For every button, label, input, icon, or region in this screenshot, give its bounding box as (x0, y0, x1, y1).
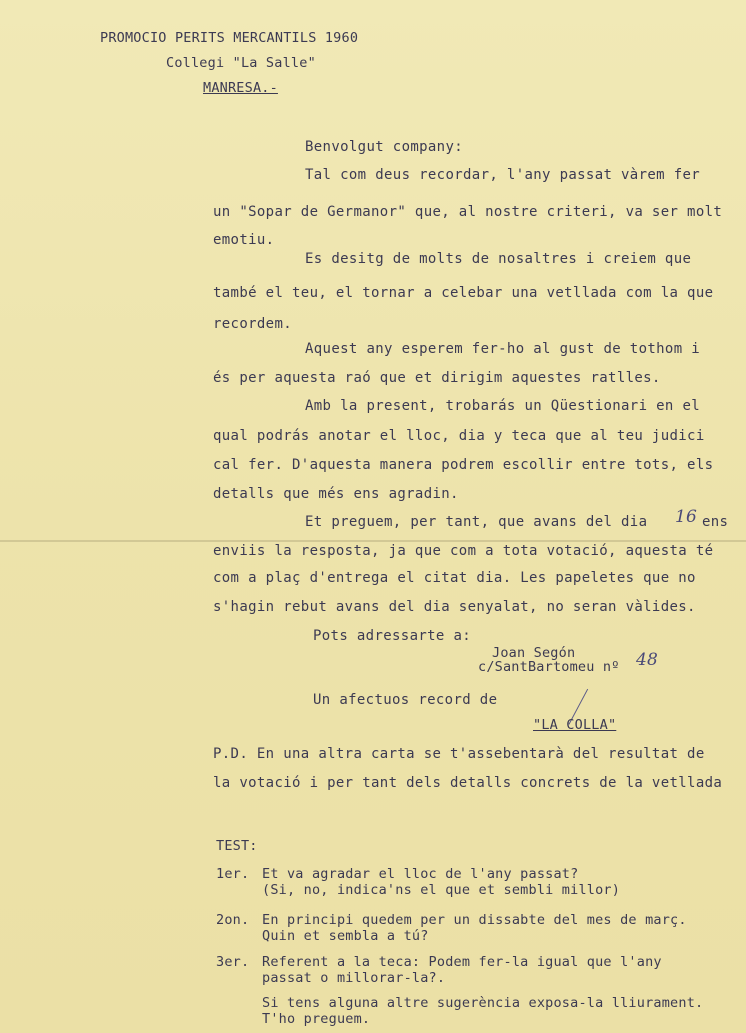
test-item-2-number: 2on. (216, 912, 250, 928)
body-line-13: Et preguem, per tant, que avans del dia (305, 514, 648, 530)
handwritten-number: 48 (636, 650, 659, 670)
address-street: c/SantBartomeu nº (478, 659, 620, 675)
body-line-15: com a plaç d'entrega el citat dia. Les papeletes que no (213, 570, 696, 586)
body-line-13b: ens (702, 514, 729, 530)
closing-line: Un afectuos record de (313, 692, 498, 708)
paper-fold (0, 540, 746, 542)
address-name: Joan Segón (492, 645, 576, 661)
body-line-12: detalls que més ens agradin. (213, 486, 459, 502)
header-promotion: PROMOCIO PERITS MERCANTILS 1960 (100, 30, 359, 46)
body-line-2: un "Sopar de Germanor" que, al nostre criteri, va ser molt (213, 204, 723, 220)
test-item-3-question: Referent a la teca: Podem fer-la igual que l'any (262, 954, 662, 970)
test-item-2-question: En principi quedem per un dissabte del mes de març. (262, 912, 687, 928)
body-line-14: enviis la resposta, ja que com a tota votació, aquesta té (213, 543, 714, 559)
ps-line-2: la votació i per tant dels detalls concrets de la vetllada (213, 775, 723, 791)
ps-line-1: P.D. En una altra carta se t'assebentarà del resultat de (213, 746, 705, 762)
test-final-line-2: T'ho preguem. (262, 1011, 371, 1027)
header-school: Collegi "La Salle" (166, 55, 316, 71)
address-intro: Pots adressarte a: (313, 628, 472, 644)
handwritten-day: 16 (675, 507, 698, 527)
signature: "LA COLLA" (533, 717, 617, 733)
test-item-3-number: 3er. (216, 954, 250, 970)
body-line-5: també el teu, el tornar a celebar una vetllada com la que (213, 285, 714, 301)
salutation: Benvolgut company: (305, 139, 464, 155)
body-line-4: Es desitg de molts de nosaltres i creiem que (305, 251, 692, 267)
test-final-line-1: Si tens alguna altre sugerència exposa-la lliurament. (262, 995, 704, 1011)
body-line-8: és per aquesta raó que et dirigim aquestes ratlles. (213, 370, 661, 386)
body-line-11: cal fer. D'aquesta manera podrem escollir entre tots, els (213, 457, 714, 473)
body-line-16: s'hagin rebut avans del dia senyalat, no seran vàlides. (213, 599, 696, 615)
body-line-9: Amb la present, trobarás un Qüestionari en el (305, 398, 701, 414)
body-line-10: qual podrás anotar el lloc, dia y teca que al teu judici (213, 428, 705, 444)
body-line-1: Tal com deus recordar, l'any passat vàrem fer (305, 167, 701, 183)
header-city: MANRESA.- (203, 80, 278, 96)
body-line-6: recordem. (213, 316, 293, 332)
body-line-7: Aquest any esperem fer-ho al gust de tothom i (305, 341, 701, 357)
test-item-1-note: (Si, no, indica'ns el que et sembli millor) (262, 882, 621, 898)
test-item-1-number: 1er. (216, 866, 250, 882)
test-heading: TEST: (216, 838, 258, 854)
test-item-1-question: Et va agradar el lloc de l'any passat? (262, 866, 579, 882)
body-line-3: emotiu. (213, 232, 275, 248)
test-item-2-note: Quin et sembla a tú? (262, 928, 429, 944)
test-item-3-note: passat o millorar-la?. (262, 970, 446, 986)
